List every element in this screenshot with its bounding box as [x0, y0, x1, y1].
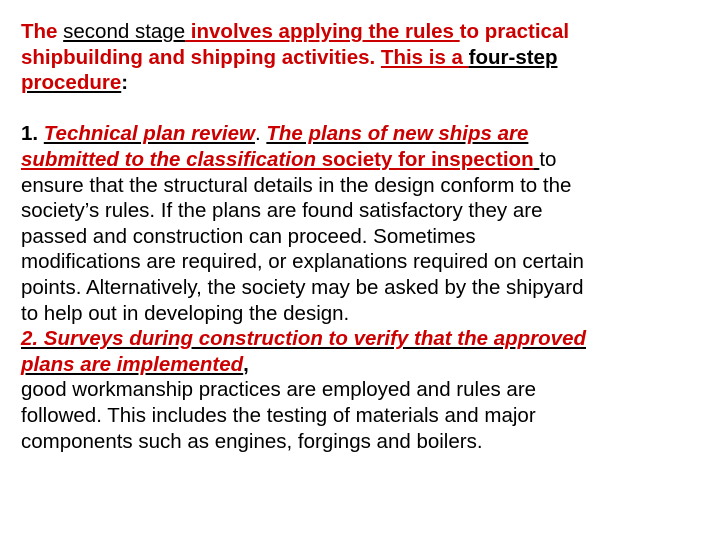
intro-line-1 — [21, 19, 711, 45]
step2-body-line: components such as engines, forgings and boilers. — [21, 429, 483, 453]
step2-line-2 — [21, 352, 711, 378]
step1-body-line: to help out in developing the design. — [21, 301, 350, 325]
to-practical-phrase: to practical — [459, 20, 570, 43]
colon: : — [121, 71, 129, 95]
step1-line-2 — [21, 147, 711, 173]
step1-body-line: ensure that the structural details in the design conform to the — [21, 173, 572, 197]
step1-desc-society: society for inspection — [316, 147, 534, 171]
procedure-word: procedure — [21, 71, 122, 95]
intro-line-2 — [21, 45, 711, 71]
four-step-phrase: four-step — [468, 45, 558, 69]
step1-desc-italic: submitted to the classification — [21, 147, 317, 171]
step1-number: 1. — [21, 122, 44, 146]
step1-to-word: to — [539, 147, 557, 171]
step2-line-1 — [21, 326, 711, 352]
step1-body-line: passed and construction can proceed. Sometimes — [21, 224, 476, 248]
step1-body-line: society’s rules. If the plans are found satisfactory they are — [21, 199, 543, 223]
step2-body-line: good workmanship practices are employed and rules are — [21, 378, 537, 402]
step1-desc-start: The plans of new ships are — [266, 122, 529, 146]
step1-title: Technical plan review — [43, 122, 255, 146]
step1-body-line: points. Alternatively, the society may be asked by the shipyard — [21, 275, 584, 299]
this-is-a-phrase: This is a — [380, 45, 463, 69]
activities-phrase: shipbuilding and shipping activities. — [21, 45, 381, 69]
second-stage-phrase: second stage — [63, 20, 186, 43]
step2-body-line: followed. This includes the testing of materials and major — [21, 403, 536, 427]
paragraph-spacer — [21, 96, 711, 122]
step2-comma: , — [243, 352, 249, 376]
step2-title-end: plans are implemented — [21, 352, 244, 376]
step1-title-period: . — [254, 122, 261, 146]
intro-line-3 — [21, 70, 711, 96]
step1-body-line: modifications are required, or explanations required on certain — [21, 250, 584, 274]
step1-line-1 — [21, 121, 711, 147]
step2-title: 2. Surveys during construction to verify that the approved — [21, 327, 586, 351]
applying-rules-phrase: involves applying the rules — [185, 20, 454, 43]
slide-text — [21, 19, 711, 454]
intro-text: The — [21, 20, 64, 43]
